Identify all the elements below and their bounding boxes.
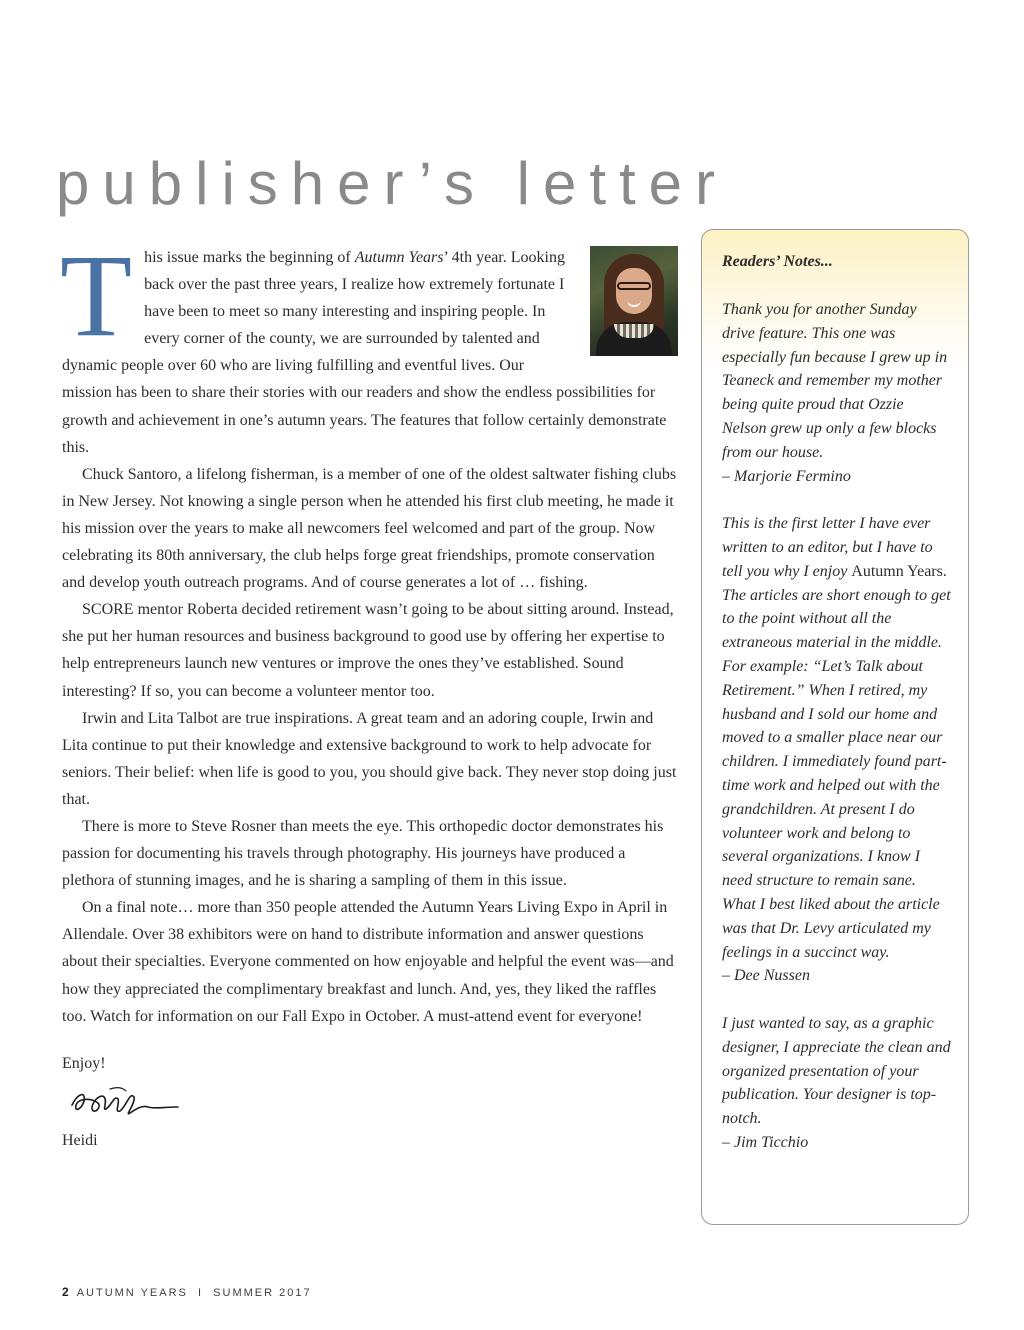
letter-closing: Enjoy! bbox=[62, 1054, 106, 1072]
sidebar-title: Readers’ Notes... bbox=[722, 253, 833, 270]
letter-text: ’ 4th year. Looking back over the past three years, I realize how extremely fortunate I have been to meet so many interesting and inspiring people. In every corner of the county, we are surrounded by talented and dynamic people over 60 who are living fulfilling and eventful lives. Our mission has been to share their stories with our readers and show the endless possibilities for growth and achievement in one’s autumn years. The features that follow certainly demonstrate this. bbox=[62, 249, 667, 456]
note-text: Thank you for another Sunday drive feature. This one was especially fun because I grew up in Teaneck and remember my mother being quite proud that Ozzie Nelson grew up only a few blocks from our house. bbox=[722, 301, 948, 461]
publication-title: Autumn Years bbox=[354, 249, 444, 266]
note-author: – Dee Nussen bbox=[722, 967, 810, 985]
page-footer bbox=[62, 1285, 312, 1299]
letter-signer: Heidi bbox=[62, 1131, 98, 1149]
letter-paragraph-3: SCORE mentor Roberta decided retirement wasn’t going to be about sitting around. Instead, she put her human resources and business background to good use by offering her expertise to help entrepreneurs launch new ventures or improve the ones they’ve established. Sound interesting? If so, you can become a volunteer mentor too. bbox=[62, 601, 674, 700]
drop-cap: T bbox=[60, 230, 133, 361]
note-author: – Jim Ticchio bbox=[722, 1133, 809, 1151]
reader-note bbox=[722, 512, 952, 988]
publisher-photo bbox=[590, 246, 678, 356]
signature-image bbox=[64, 1083, 184, 1123]
reader-note bbox=[722, 1012, 952, 1155]
note-text: This is the first letter I have ever written to an editor, but I have to tell you why I enjoy bbox=[722, 515, 933, 580]
reader-note bbox=[722, 298, 952, 488]
photo-glasses bbox=[617, 282, 651, 290]
letter-text: his issue marks the beginning of bbox=[144, 249, 355, 266]
readers-notes-sidebar bbox=[701, 229, 969, 1225]
letter-paragraph-2: Chuck Santoro, a lifelong fisherman, is a member of one of the oldest saltwater fishing clubs in New Jersey. Not knowing a single person when he attended his first club meeting, he made it his mission over the years to make all newcomers feel welcomed and part of the group. Now celebrating its 80th anniversary, the club helps forge great friendships, promote conservation and develop youth outreach programs. And of course generates a lot of … fishing. bbox=[62, 465, 677, 592]
note-text: The articles are short enough to get to the point without all the extraneous material in the middle. For example: “Let’s Talk about Retirement.” When I retired, my husband and I sold our home and moved to a smaller place near our children. I immediately found part-time work and helped out with the grandchildren. At present I do volunteer work and belong to several organizations. I know I need structure to remain sane. What I best liked about the article was that Dr. Levy articulated my feelings in a succinct way. bbox=[722, 586, 951, 961]
photo-face bbox=[616, 268, 652, 314]
letter-paragraph-1 bbox=[60, 230, 678, 461]
note-text: I just wanted to say, as a graphic designer, I appreciate the clean and organized presentation of your publication. Your designer is top-notch. bbox=[722, 1014, 951, 1128]
letter-paragraph-5: There is more to Steve Rosner than meets the eye. This orthopedic doctor demonstrates his passion for documenting his travels through photography. His journeys have produced a plethora of stunning images, and he is sharing a sampling of them in this issue. bbox=[62, 817, 664, 890]
page-number: 2 bbox=[62, 1285, 69, 1299]
letter-paragraph-4: Irwin and Lita Talbot are true inspirations. A great team and an adoring couple, Irwin and Lita continue to put their knowledge and extensive background to work to help advocate for seniors. Their belief: when life is good to you, you should give back. They never stop doing just that. bbox=[62, 709, 677, 808]
publication-title: Autumn Years. bbox=[851, 562, 947, 580]
footer-publication: AUTUMN YEARS I SUMMER 2017 bbox=[76, 1287, 312, 1299]
publisher-letter bbox=[60, 230, 678, 1154]
note-author: – Marjorie Fermino bbox=[722, 467, 851, 485]
letter-paragraph-6: On a final note… more than 350 people attended the Autumn Years Living Expo in April in Allendale. Over 38 exhibitors were on hand to distribute information and answer questions about their specialties. Everyone commented on how enjoyable and helpful the event was—and how they appreciated the complimentary breakfast and lunch. And, yes, they liked the raffles too. Watch for information on our Fall Expo in October. A must-attend event for everyone! bbox=[62, 899, 674, 1025]
page-title: publisher’s letter bbox=[56, 150, 729, 218]
